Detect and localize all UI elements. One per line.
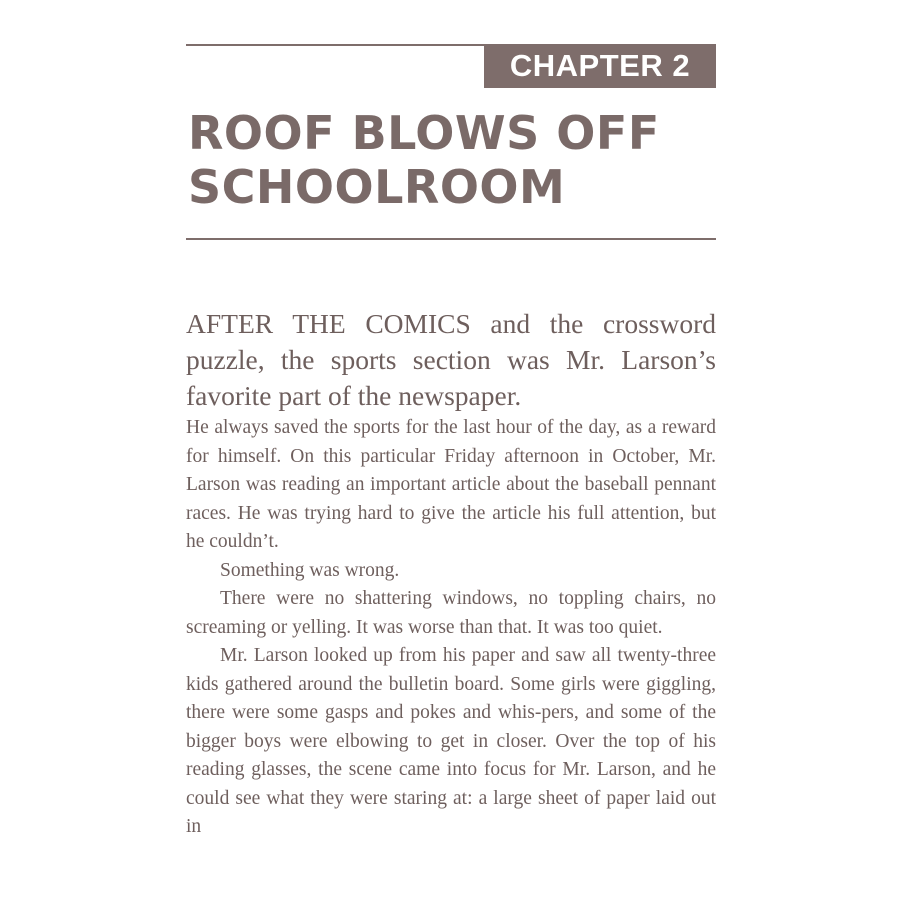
chapter-label: CHAPTER 2	[484, 44, 716, 88]
chapter-title: ROOF BLOWS OFF SCHOOLROOM	[188, 106, 660, 214]
paragraph: Mr. Larson looked up from his paper and saw all twenty-three kids gathered around the bulletin board. Some girls were giggling, there were some gasps and pokes and whis-pers, and some of the bigger boys were elbowing to get in closer. Over the top of his reading glasses, the scene came into focus for Mr. Larson, and he could see what they were staring at: a large sheet of paper laid out in	[186, 645, 716, 837]
lead-paragraph-continuation: He always saved the sports for the last hour of the day, as a reward for himself. On this particular Friday afternoon in October, Mr. Larson was reading an important article about the baseball pennant races. He was trying hard to give the article his full attention, but he couldn’t.	[186, 417, 716, 552]
book-page	[186, 0, 716, 900]
paragraph: There were no shattering windows, no toppling chairs, no screaming or yelling. It was worse than that. It was too quiet.	[186, 588, 716, 638]
chapter-body	[186, 306, 716, 842]
lead-paragraph: AFTER THE COMICS and the crossword puzzle, the sports section was Mr. Larson’s favorite part of the newspaper.	[186, 308, 716, 411]
bottom-rule	[186, 238, 716, 240]
paragraph: Something was wrong.	[220, 559, 400, 581]
